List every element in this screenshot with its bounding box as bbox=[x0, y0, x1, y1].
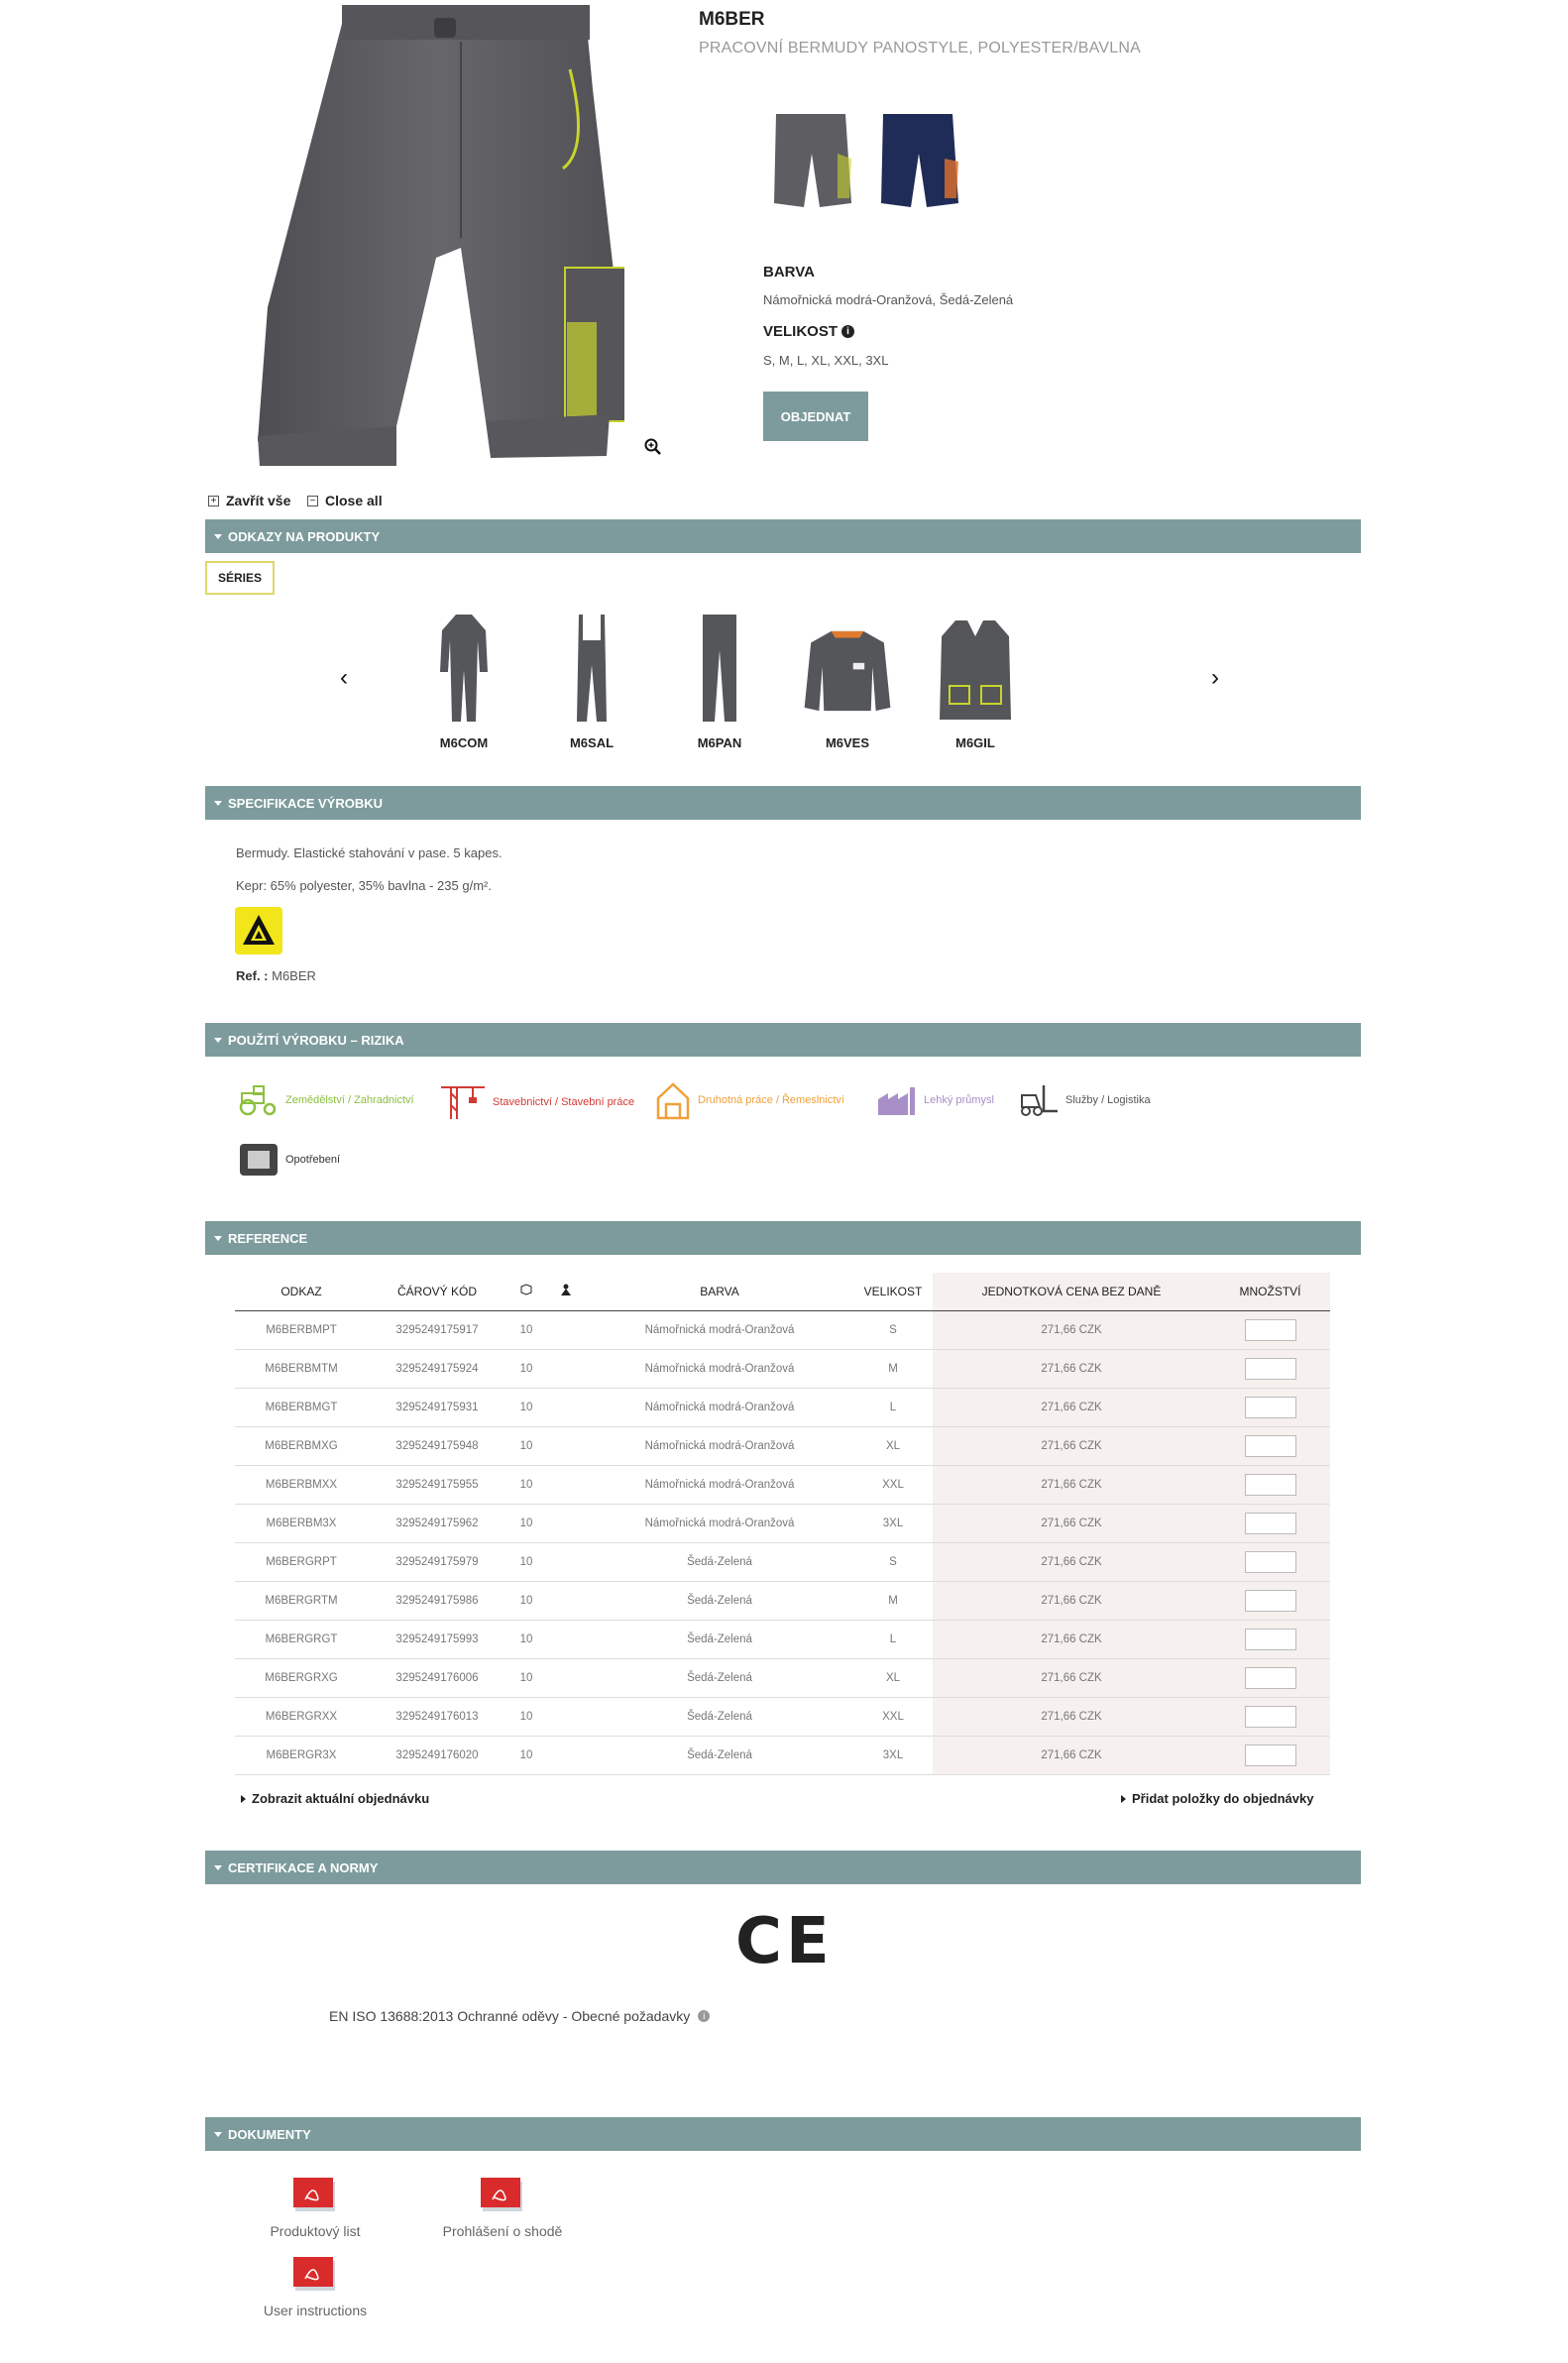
col-size: VELIKOST bbox=[853, 1273, 933, 1310]
document-name: Prohlášení o shodě bbox=[442, 2223, 563, 2239]
cell-ref: M6BERBMXG bbox=[235, 1426, 368, 1465]
usage-light-industry bbox=[876, 1083, 994, 1117]
cell-ref: M6BERBM3X bbox=[235, 1504, 368, 1542]
product-subtitle: PRACOVNÍ BERMUDY PANOSTYLE, POLYESTER/BAVLNA bbox=[699, 40, 1141, 56]
cell-barcode: 3295249175979 bbox=[368, 1542, 506, 1581]
usage-construction bbox=[439, 1083, 634, 1121]
series-name: M6SAL bbox=[569, 735, 615, 750]
caret-down-icon bbox=[214, 534, 222, 539]
series-name: M6GIL bbox=[955, 735, 995, 750]
quantity-input[interactable] bbox=[1245, 1397, 1296, 1418]
factory-icon bbox=[876, 1083, 918, 1117]
cell-pack: 10 bbox=[506, 1620, 546, 1658]
spec-line-1: Bermudy. Elastické stahování v pase. 5 kapes. bbox=[236, 845, 503, 860]
close-all-toggle[interactable] bbox=[307, 493, 383, 508]
cell-barcode: 3295249175962 bbox=[368, 1504, 506, 1542]
section-links-header[interactable] bbox=[205, 519, 1361, 553]
quantity-input[interactable] bbox=[1245, 1629, 1296, 1650]
section-reference-header[interactable] bbox=[205, 1221, 1361, 1255]
cell-qty bbox=[1210, 1504, 1330, 1542]
cell-price: 271,66 CZK bbox=[933, 1504, 1210, 1542]
ref-label: Ref. : bbox=[236, 968, 269, 983]
quantity-input[interactable] bbox=[1245, 1319, 1296, 1341]
order-button[interactable]: OBJEDNAT bbox=[763, 392, 868, 441]
cell-qty bbox=[1210, 1581, 1330, 1620]
ref-value: M6BER bbox=[272, 968, 316, 983]
usage-agriculture bbox=[238, 1083, 414, 1117]
open-all-label: Zavřít vše bbox=[226, 493, 291, 508]
cell-ref: M6BERBMTM bbox=[235, 1349, 368, 1388]
series-name: M6PAN bbox=[697, 735, 742, 750]
quantity-input[interactable] bbox=[1245, 1667, 1296, 1689]
house-icon bbox=[654, 1080, 692, 1120]
cell-price: 271,66 CZK bbox=[933, 1620, 1210, 1658]
cell-price: 271,66 CZK bbox=[933, 1388, 1210, 1426]
cell-barcode: 3295249175924 bbox=[368, 1349, 506, 1388]
cell-price: 271,66 CZK bbox=[933, 1465, 1210, 1504]
cell-person bbox=[546, 1426, 586, 1465]
cell-color: Šedá-Zelená bbox=[586, 1581, 853, 1620]
cell-pack: 10 bbox=[506, 1310, 546, 1349]
cell-qty bbox=[1210, 1658, 1330, 1697]
section-spec-header[interactable] bbox=[205, 786, 1361, 820]
cell-barcode: 3295249176020 bbox=[368, 1736, 506, 1774]
caret-down-icon bbox=[214, 1038, 222, 1043]
cell-price: 271,66 CZK bbox=[933, 1658, 1210, 1697]
cell-price: 271,66 CZK bbox=[933, 1426, 1210, 1465]
tractor-icon bbox=[238, 1083, 280, 1117]
info-icon[interactable]: i bbox=[698, 2010, 710, 2022]
document-name: User instructions bbox=[263, 2303, 368, 2318]
usage-logistics bbox=[1018, 1083, 1151, 1117]
cell-price: 271,66 CZK bbox=[933, 1310, 1210, 1349]
add-items-link[interactable] bbox=[1121, 1791, 1313, 1806]
person-icon bbox=[561, 1284, 571, 1295]
cell-color: Námořnická modrá-Oranžová bbox=[586, 1426, 853, 1465]
cell-barcode: 3295249176006 bbox=[368, 1658, 506, 1697]
series-item-m6ves[interactable] bbox=[803, 605, 892, 750]
cell-ref: M6BERGR3X bbox=[235, 1736, 368, 1774]
cell-price: 271,66 CZK bbox=[933, 1697, 1210, 1736]
cell-pack: 10 bbox=[506, 1542, 546, 1581]
cell-size: M bbox=[853, 1349, 933, 1388]
pdf-icon bbox=[293, 2257, 337, 2293]
caret-down-icon bbox=[214, 2132, 222, 2137]
cell-qty bbox=[1210, 1542, 1330, 1581]
norm-text: EN ISO 13688:2013 Ochranné oděvy - Obecné požadavky bbox=[329, 2008, 691, 2024]
cell-color: Námořnická modrá-Oranžová bbox=[586, 1310, 853, 1349]
pdf-icon bbox=[481, 2178, 524, 2213]
cell-person bbox=[546, 1465, 586, 1504]
cell-size: XXL bbox=[853, 1465, 933, 1504]
cell-color: Námořnická modrá-Oranžová bbox=[586, 1349, 853, 1388]
document-declaration[interactable] bbox=[408, 2178, 597, 2239]
pdf-icon bbox=[293, 2178, 337, 2213]
cell-size: 3XL bbox=[853, 1736, 933, 1774]
collapse-icon: − bbox=[307, 496, 318, 506]
cell-person bbox=[546, 1736, 586, 1774]
cell-qty bbox=[1210, 1310, 1330, 1349]
show-order-label: Zobrazit aktuální objednávku bbox=[252, 1791, 430, 1806]
caret-right-icon bbox=[241, 1795, 246, 1803]
cell-color: Šedá-Zelená bbox=[586, 1658, 853, 1697]
show-order-link[interactable] bbox=[241, 1791, 429, 1806]
wear-icon bbox=[238, 1143, 280, 1177]
quantity-input[interactable] bbox=[1245, 1513, 1296, 1534]
series-name: M6COM bbox=[439, 735, 489, 750]
cert-norm bbox=[329, 2008, 710, 2024]
tab-series[interactable]: SÉRIES bbox=[205, 561, 275, 595]
table-row bbox=[235, 1542, 1330, 1581]
color-values: Námořnická modrá-Oranžová, Šedá-Zelená bbox=[763, 292, 1014, 307]
deltaplus-logo-icon bbox=[235, 907, 282, 955]
table-row bbox=[235, 1581, 1330, 1620]
expand-icon: + bbox=[208, 496, 219, 506]
cell-barcode: 3295249176013 bbox=[368, 1697, 506, 1736]
section-title: DOKUMENTY bbox=[228, 2126, 311, 2142]
close-all-label: Close all bbox=[325, 493, 383, 508]
crane-icon bbox=[439, 1083, 487, 1121]
table-row bbox=[235, 1426, 1330, 1465]
variant-thumb-navy[interactable] bbox=[875, 104, 964, 213]
cell-size: XL bbox=[853, 1658, 933, 1697]
cell-size: L bbox=[853, 1388, 933, 1426]
carousel-prev-icon[interactable]: ‹ bbox=[340, 664, 348, 691]
variant-thumb-grey[interactable] bbox=[768, 104, 857, 213]
carousel-next-icon[interactable]: › bbox=[1211, 664, 1219, 691]
cell-pack: 10 bbox=[506, 1581, 546, 1620]
cell-price: 271,66 CZK bbox=[933, 1581, 1210, 1620]
series-item-m6sal[interactable] bbox=[547, 605, 636, 750]
quantity-input[interactable] bbox=[1245, 1551, 1296, 1573]
document-user-instructions[interactable] bbox=[221, 2257, 409, 2318]
cell-barcode: 3295249175931 bbox=[368, 1388, 506, 1426]
cell-person bbox=[546, 1581, 586, 1620]
usage-label: Stavebnictví / Stavební práce bbox=[493, 1096, 635, 1108]
caret-down-icon bbox=[214, 801, 222, 806]
cell-person bbox=[546, 1504, 586, 1542]
section-title: ODKAZY NA PRODUKTY bbox=[228, 528, 381, 544]
section-cert-header[interactable] bbox=[205, 1851, 1361, 1884]
cell-pack: 10 bbox=[506, 1465, 546, 1504]
col-price: JEDNOTKOVÁ CENA BEZ DANĚ bbox=[933, 1273, 1210, 1310]
cell-color: Šedá-Zelená bbox=[586, 1620, 853, 1658]
table-row bbox=[235, 1658, 1330, 1697]
usage-craft bbox=[654, 1080, 844, 1120]
document-name: Produktový list bbox=[270, 2223, 361, 2239]
cell-size: S bbox=[853, 1542, 933, 1581]
section-title: REFERENCE bbox=[228, 1230, 308, 1246]
cell-barcode: 3295249175955 bbox=[368, 1465, 506, 1504]
table-row bbox=[235, 1349, 1330, 1388]
document-product-sheet[interactable] bbox=[221, 2178, 409, 2239]
cell-price: 271,66 CZK bbox=[933, 1542, 1210, 1581]
cell-color: Šedá-Zelená bbox=[586, 1697, 853, 1736]
cell-price: 271,66 CZK bbox=[933, 1349, 1210, 1388]
section-usage-header[interactable] bbox=[205, 1023, 1361, 1057]
zoom-icon[interactable] bbox=[644, 438, 662, 456]
cell-person bbox=[546, 1697, 586, 1736]
quantity-input[interactable] bbox=[1245, 1435, 1296, 1457]
table-row bbox=[235, 1465, 1330, 1504]
box-icon bbox=[520, 1284, 532, 1295]
forklift-icon bbox=[1018, 1083, 1060, 1117]
cell-ref: M6BERBMXX bbox=[235, 1465, 368, 1504]
col-qty: MNOŽSTVÍ bbox=[1210, 1273, 1330, 1310]
cell-ref: M6BERGRXX bbox=[235, 1697, 368, 1736]
cell-pack: 10 bbox=[506, 1736, 546, 1774]
series-item-m6com[interactable] bbox=[419, 605, 508, 750]
cell-pack: 10 bbox=[506, 1658, 546, 1697]
quantity-input[interactable] bbox=[1245, 1590, 1296, 1612]
cell-color: Námořnická modrá-Oranžová bbox=[586, 1504, 853, 1542]
cell-ref: M6BERGRPT bbox=[235, 1542, 368, 1581]
section-title: CERTIFIKACE A NORMY bbox=[228, 1859, 379, 1875]
quantity-input[interactable] bbox=[1245, 1744, 1296, 1766]
col-color: BARVA bbox=[586, 1273, 853, 1310]
cell-size: 3XL bbox=[853, 1504, 933, 1542]
table-row bbox=[235, 1388, 1330, 1426]
cell-ref: M6BERGRXG bbox=[235, 1658, 368, 1697]
cell-person bbox=[546, 1388, 586, 1426]
usage-label: Služby / Logistika bbox=[1065, 1094, 1151, 1106]
cell-color: Námořnická modrá-Oranžová bbox=[586, 1388, 853, 1426]
spec-line-2: Kepr: 65% polyester, 35% bavlna - 235 g/m². bbox=[236, 878, 492, 893]
cell-barcode: 3295249175917 bbox=[368, 1310, 506, 1349]
section-title: POUŽITÍ VÝROBKU – RIZIKA bbox=[228, 1032, 404, 1048]
cell-qty bbox=[1210, 1349, 1330, 1388]
info-icon[interactable]: i bbox=[841, 325, 854, 338]
table-row bbox=[235, 1504, 1330, 1542]
usage-wear bbox=[238, 1143, 340, 1177]
col-barcode: ČÁROVÝ KÓD bbox=[368, 1273, 506, 1310]
cell-size: L bbox=[853, 1620, 933, 1658]
cell-barcode: 3295249175993 bbox=[368, 1620, 506, 1658]
product-code: M6BER bbox=[699, 9, 765, 30]
series-item-m6pan[interactable] bbox=[675, 605, 764, 750]
usage-label: Zemědělství / Zahradnictví bbox=[285, 1094, 414, 1106]
series-name: M6VES bbox=[825, 735, 870, 750]
section-docs-header[interactable] bbox=[205, 2117, 1361, 2151]
quantity-input[interactable] bbox=[1245, 1358, 1296, 1380]
cell-qty bbox=[1210, 1426, 1330, 1465]
add-items-label: Přidat položky do objednávky bbox=[1132, 1791, 1314, 1806]
cell-size: XL bbox=[853, 1426, 933, 1465]
cell-ref: M6BERGRTM bbox=[235, 1581, 368, 1620]
usage-label: Opotřebení bbox=[285, 1154, 341, 1166]
cell-color: Šedá-Zelená bbox=[586, 1542, 853, 1581]
caret-down-icon bbox=[214, 1236, 222, 1241]
quantity-input[interactable] bbox=[1245, 1474, 1296, 1496]
cell-size: XXL bbox=[853, 1697, 933, 1736]
cell-qty bbox=[1210, 1388, 1330, 1426]
cell-barcode: 3295249175948 bbox=[368, 1426, 506, 1465]
series-item-m6gil[interactable] bbox=[931, 605, 1020, 750]
cell-person bbox=[546, 1310, 586, 1349]
cell-person bbox=[546, 1542, 586, 1581]
spec-ref bbox=[236, 968, 316, 983]
cell-price: 271,66 CZK bbox=[933, 1736, 1210, 1774]
section-title: SPECIFIKACE VÝROBKU bbox=[228, 795, 384, 811]
product-image[interactable] bbox=[248, 0, 624, 466]
size-label-wrap bbox=[763, 323, 854, 340]
table-row bbox=[235, 1620, 1330, 1658]
cell-barcode: 3295249175986 bbox=[368, 1581, 506, 1620]
ce-mark: CE bbox=[735, 1905, 834, 1978]
cell-color: Šedá-Zelená bbox=[586, 1736, 853, 1774]
size-values: S, M, L, XL, XXL, 3XL bbox=[763, 353, 889, 368]
size-label: VELIKOST bbox=[763, 323, 839, 340]
col-ref: ODKAZ bbox=[235, 1273, 368, 1310]
cell-ref: M6BERBMPT bbox=[235, 1310, 368, 1349]
cell-qty bbox=[1210, 1697, 1330, 1736]
cell-qty bbox=[1210, 1620, 1330, 1658]
cell-ref: M6BERBMGT bbox=[235, 1388, 368, 1426]
table-row bbox=[235, 1736, 1330, 1774]
cell-pack: 10 bbox=[506, 1504, 546, 1542]
cell-pack: 10 bbox=[506, 1426, 546, 1465]
caret-down-icon bbox=[214, 1865, 222, 1870]
quantity-input[interactable] bbox=[1245, 1706, 1296, 1728]
cell-pack: 10 bbox=[506, 1349, 546, 1388]
table-row bbox=[235, 1697, 1330, 1736]
table-row bbox=[235, 1310, 1330, 1349]
table-header-row bbox=[235, 1273, 1330, 1310]
cell-size: S bbox=[853, 1310, 933, 1349]
usage-label: Druhotná práce / Řemeslnictví bbox=[698, 1094, 844, 1106]
reference-table bbox=[235, 1273, 1330, 1775]
cell-person bbox=[546, 1658, 586, 1697]
col-pack bbox=[506, 1273, 546, 1310]
cell-qty bbox=[1210, 1465, 1330, 1504]
cell-size: M bbox=[853, 1581, 933, 1620]
cell-person bbox=[546, 1620, 586, 1658]
cell-person bbox=[546, 1349, 586, 1388]
color-label: BARVA bbox=[763, 264, 815, 281]
cell-pack: 10 bbox=[506, 1697, 546, 1736]
cell-ref: M6BERGRGT bbox=[235, 1620, 368, 1658]
col-person bbox=[546, 1273, 586, 1310]
cell-qty bbox=[1210, 1736, 1330, 1774]
open-all-toggle[interactable] bbox=[208, 493, 290, 508]
caret-right-icon bbox=[1121, 1795, 1126, 1803]
cell-pack: 10 bbox=[506, 1388, 546, 1426]
cell-color: Námořnická modrá-Oranžová bbox=[586, 1465, 853, 1504]
usage-label: Lehký průmysl bbox=[924, 1094, 994, 1106]
